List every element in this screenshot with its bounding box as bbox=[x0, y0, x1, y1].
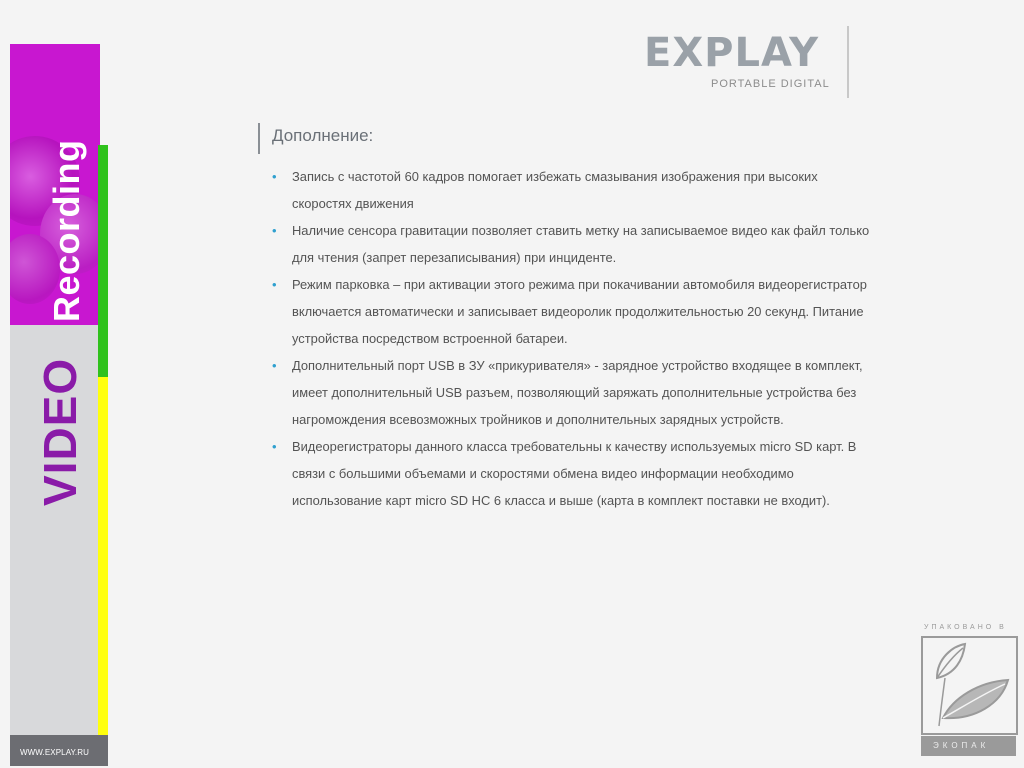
bullet-item bbox=[270, 217, 870, 271]
leaf-icon bbox=[923, 638, 1016, 733]
bullet-item bbox=[270, 163, 870, 217]
recording-label: Recording bbox=[46, 139, 87, 322]
bullet-text: Видеорегистраторы данного класса требовательны к качеству используемых micro SD карт. В связи с большими объемами и скоростями обмена видео информации необходимо использование карт micro SD HC 6 класса и выше (карта в комплект поставки не входит). bbox=[292, 439, 857, 508]
eco-badge bbox=[921, 636, 1018, 735]
bullet-icon: • bbox=[272, 169, 277, 184]
bullet-text: Режим парковка – при активации этого режима при покачивании автомобиля видеорегистратор включается автоматически и записывает видеоролик продолжительностью 20 секунд. Питание устройства посредством встроенной батареи. bbox=[292, 277, 867, 346]
bullet-icon: • bbox=[272, 223, 277, 238]
logo-divider bbox=[847, 26, 849, 98]
website-url[interactable]: WWW.EXPLAY.RU bbox=[20, 748, 90, 757]
bullet-text: Дополнительный порт USB в ЗУ «прикуривателя» - зарядное устройство входящее в комплект, имеет дополнительный USB разъем, позволяющий заряжать дополнительные устройства без нагромождения всевозможных тройников и дополнительных зарядных устройств. bbox=[292, 358, 863, 427]
video-label: VIDEO bbox=[34, 357, 86, 506]
logo-wordmark: EXPLAY bbox=[644, 30, 820, 76]
page-title: Дополнение: bbox=[272, 126, 374, 145]
eco-badge-footer bbox=[921, 736, 1016, 756]
website-footer bbox=[10, 735, 108, 766]
eco-badge-caption: УПАКОВАНО В bbox=[924, 624, 1007, 631]
title-marker bbox=[258, 123, 260, 154]
bullet-item bbox=[270, 271, 870, 352]
bullet-text: Запись с частотой 60 кадров помогает избежать смазывания изображения при высоких скоростях движения bbox=[292, 169, 818, 211]
bullet-item bbox=[270, 352, 870, 433]
bullet-icon: • bbox=[272, 277, 277, 292]
explay-logo bbox=[642, 30, 847, 96]
logo-tagline: PORTABLE DIGITAL bbox=[711, 78, 830, 90]
bullet-list bbox=[270, 163, 870, 514]
bullet-icon: • bbox=[272, 358, 277, 373]
accent-bar-green bbox=[98, 145, 108, 377]
accent-bar-yellow bbox=[98, 377, 108, 735]
bullet-item bbox=[270, 433, 870, 514]
eco-badge-label: ЭКОПАК bbox=[933, 741, 990, 750]
bullet-text: Наличие сенсора гравитации позволяет ставить метку на записываемое видео как файл только для чтения (запрет перезаписывания) при инциденте. bbox=[292, 223, 870, 265]
bullet-icon: • bbox=[272, 439, 277, 454]
